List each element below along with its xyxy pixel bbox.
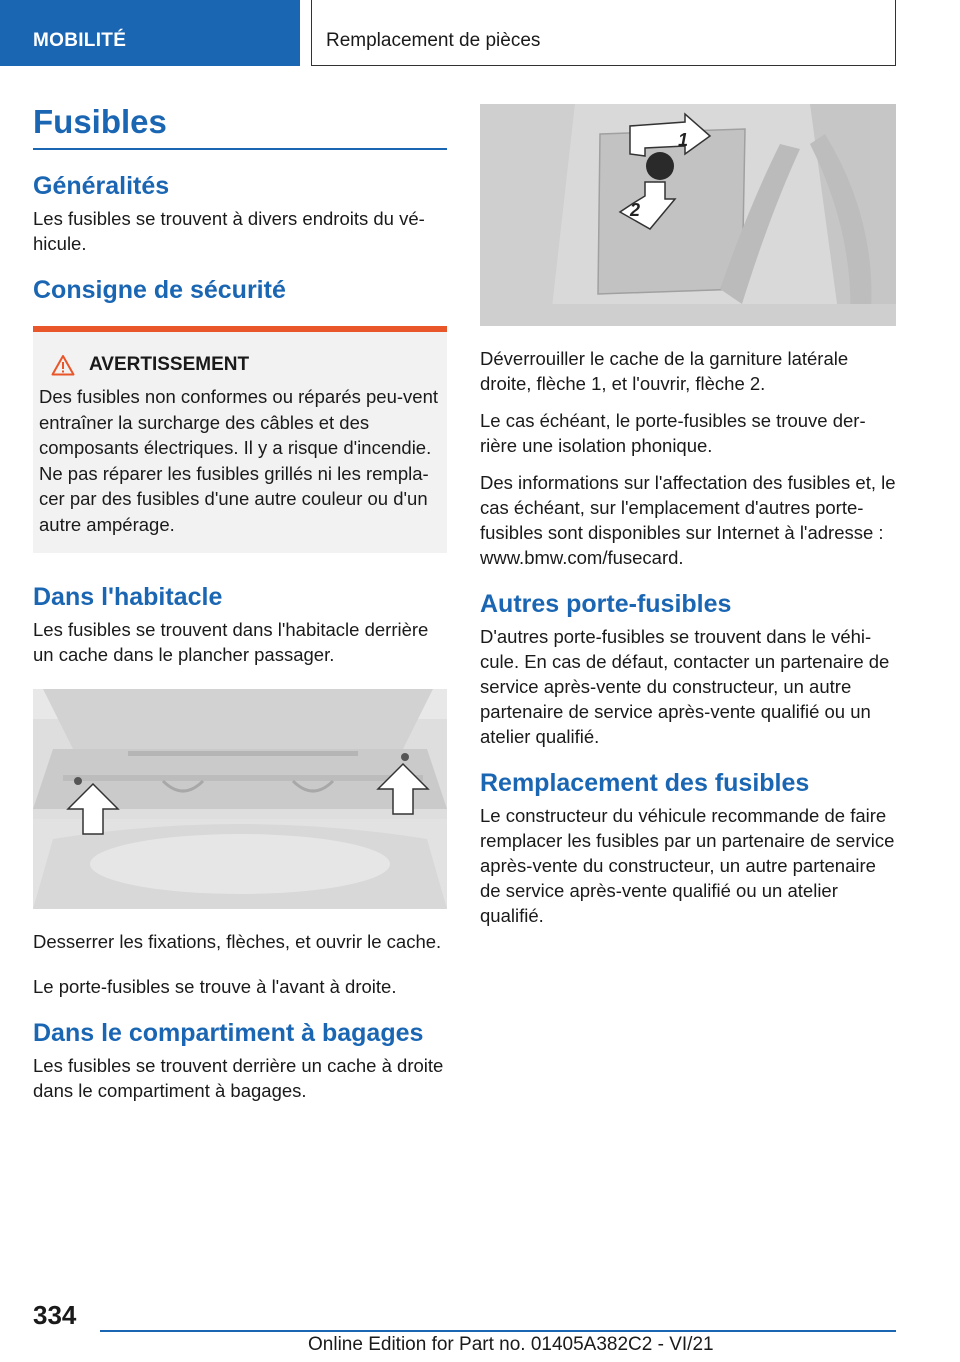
cabin-cover-illustration [33, 689, 447, 909]
warning-triangle-icon [51, 354, 75, 376]
text-cabin-2: Le porte-fusibles se trouve à l'avant à droite. [33, 976, 397, 997]
section-cabin [33, 581, 447, 999]
text-other: D'autres porte-fusibles se trouvent dans le véhi-cule. En cas de défaut, contacter un partenaire de service après-vente du constructeur, un autre partenaire de service après-vente qualifié ou un atelier qualifié. [480, 626, 890, 747]
warning-box [33, 326, 447, 553]
footer-divider [100, 1330, 896, 1332]
right-column [480, 100, 896, 942]
footer-edition: Online Edition for Part no. 01405A382C2 - VI/21 [308, 1334, 714, 1355]
warning-header [39, 354, 441, 376]
text-trunk-3: Des informations sur l'affectation des fusibles et, le cas échéant, sur l'emplacement d'autres porte-fusibles sont disponibles sur Internet à l'adresse : www.bmw.com/fusecard. [480, 472, 896, 568]
warning-title: AVERTISSEMENT [89, 354, 250, 375]
warning-text: Des fusibles non conformes ou réparés peu-vent entraîner la surcharge des câbles et des composants électriques. Il y a risque d'incendie. Ne pas réparer les fusibles grillés ni les rempla-cer par des fusibles d'une autre couleur ou d'un autre ampérage. [39, 386, 438, 535]
heading-cabin: Dans l'habitacle [33, 583, 223, 611]
section-general [33, 170, 447, 256]
page-header [0, 0, 960, 66]
text-replace: Le constructeur du véhicule recommande de faire remplacer les fusibles par un partenaire de service après-vente du constructeur, un autre partenaire de service après-vente qualifié ou un atelier qualifié. [480, 805, 895, 926]
section-safety [33, 274, 447, 553]
trunk-cover-illustration [480, 104, 896, 326]
page-title: Fusibles [33, 100, 447, 150]
heading-trunk: Dans le compartiment à bagages [33, 1019, 424, 1047]
text-general: Les fusibles se trouvent à divers endroits du vé-hicule. [33, 208, 425, 254]
text-trunk: Les fusibles se trouvent derrière un cache à droite dans le compartiment à bagages. [33, 1055, 444, 1101]
caption-cabin: Desserrer les fixations, flèches, et ouvrir le cache. [33, 931, 442, 952]
heading-other: Autres porte-fusibles [480, 590, 732, 618]
arrow-2-label: 2 [630, 200, 641, 220]
section-other [480, 588, 896, 749]
section-trunk [33, 1017, 447, 1103]
heading-general: Généralités [33, 172, 170, 200]
heading-safety: Consigne de sécurité [33, 276, 286, 304]
trunk-figure [480, 104, 896, 326]
caption-trunk: Déverrouiller le cache de la garniture latérale droite, flèche 1, et l'ouvrir, flèche 2. [480, 348, 849, 394]
section-tab: MOBILITÉ [0, 0, 300, 66]
left-column [33, 100, 447, 1117]
arrow-1-label: 1 [678, 130, 689, 150]
chapter-title: Remplacement de pièces [311, 0, 896, 66]
page-number: 334 [33, 1300, 77, 1330]
cabin-figure [33, 689, 447, 909]
heading-replace: Remplacement des fusibles [480, 769, 810, 797]
section-replace [480, 767, 896, 928]
text-trunk-2: Le cas échéant, le porte-fusibles se trouve der-rière une isolation phonique. [480, 410, 866, 456]
text-cabin: Les fusibles se trouvent dans l'habitacle derrière un cache dans le plancher passager. [33, 619, 429, 665]
